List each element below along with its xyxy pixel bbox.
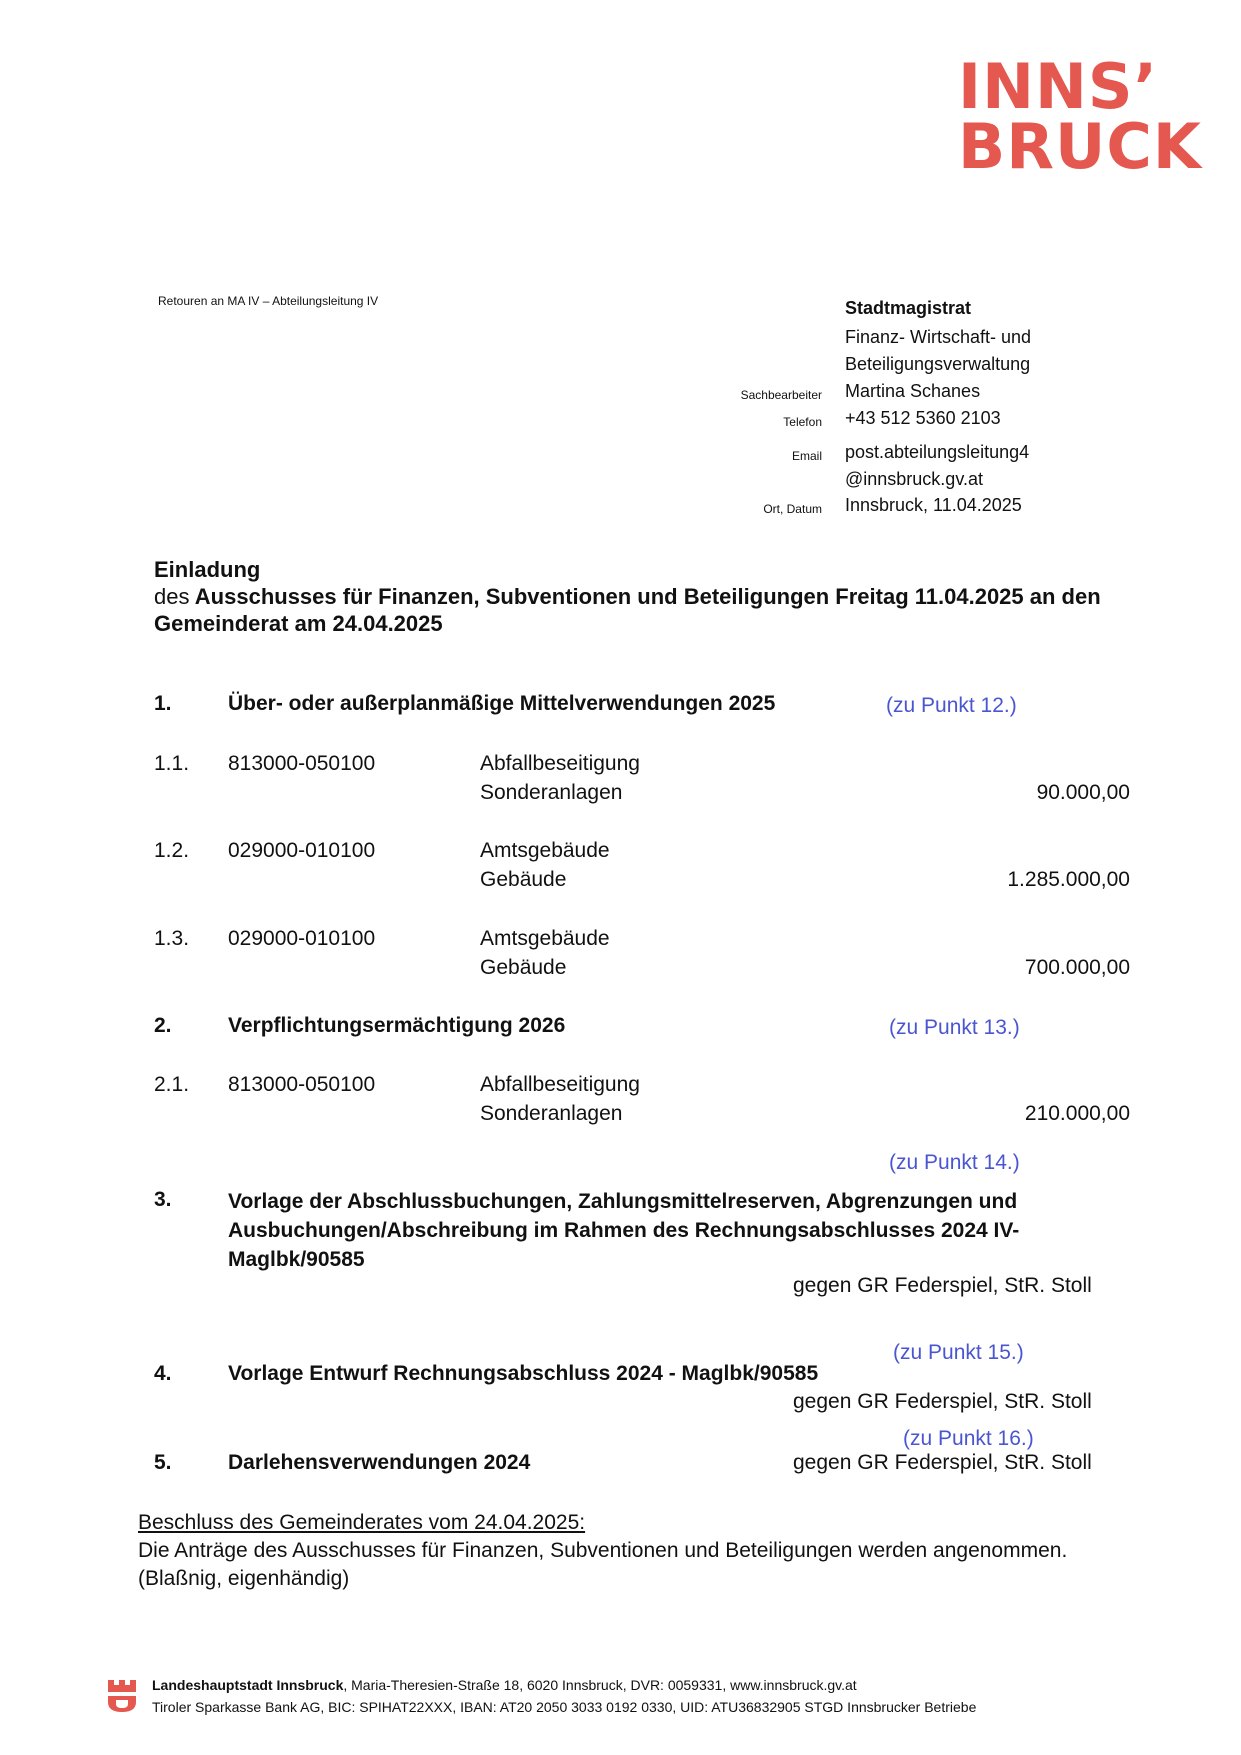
section-3-vote: gegen GR Federspiel, StR. Stoll	[793, 1274, 1092, 1297]
section-4-heading: Vorlage Entwurf Rechnungsabschluss 2024 - Maglbk/90585	[228, 1362, 819, 1385]
item-1-2-account: 029000-010100	[228, 839, 376, 862]
contact-dept-line-2: Beteiligungsverwaltung	[845, 354, 1031, 374]
item-1-2-number: 1.2.	[154, 839, 190, 862]
item-1-2-desc-2: Gebäude	[480, 868, 567, 891]
section-4-number: 4.	[154, 1362, 172, 1385]
item-2-1-amount: 210.000,00	[1024, 1102, 1130, 1125]
section-5-vote: gegen GR Federspiel, StR. Stoll	[793, 1451, 1092, 1474]
section-3-ref: (zu Punkt 14.)	[889, 1151, 1020, 1174]
return-address: Retouren an MA IV – Abteilungsleitung IV	[158, 294, 379, 308]
decision-signature: (Blaßnig, eigenhändig)	[138, 1567, 350, 1590]
sachbearbeiter-value: Martina Schanes	[845, 381, 981, 401]
section-2-ref: (zu Punkt 13.)	[889, 1016, 1020, 1039]
item-1-1-number: 1.1.	[154, 752, 190, 775]
decision-text: Die Anträge des Ausschusses für Finanzen, Subventionen und Beteiligungen werden angenommen.	[138, 1539, 1068, 1562]
section-4-ref: (zu Punkt 15.)	[893, 1341, 1024, 1364]
city-crest-icon	[106, 1678, 138, 1714]
item-1-1-desc-1: Abfallbeseitigung	[480, 752, 640, 775]
item-2-1-desc-2: Sonderanlagen	[480, 1102, 623, 1125]
item-2-1-number: 2.1.	[154, 1073, 190, 1096]
section-5-heading: Darlehensverwendungen 2024	[228, 1451, 531, 1474]
innsbruck-logo	[958, 50, 1202, 184]
email-label: Email	[791, 449, 822, 463]
item-1-2-amount: 1.285.000,00	[1007, 868, 1130, 891]
ort-label: Ort, Datum	[763, 502, 822, 516]
title-body: Ausschusses für Finanzen, Subventionen und Beteiligungen Freitag 11.04.2025 an den Gemeinderat am 24.04.2025	[154, 584, 1101, 636]
footer-org: Landeshauptstadt Innsbruck	[152, 1677, 344, 1693]
item-1-3-number: 1.3.	[154, 927, 190, 950]
item-2-1-desc-1: Abfallbeseitigung	[480, 1073, 640, 1096]
email-line-2: @innsbruck.gv.at	[845, 469, 983, 489]
item-1-1-desc-2: Sonderanlagen	[480, 781, 623, 804]
section-1-ref: (zu Punkt 12.)	[886, 694, 1017, 717]
document-title	[154, 556, 1134, 637]
sachbearbeiter-label: Sachbearbeiter	[740, 388, 822, 402]
footer-address: , Maria-Theresien-Straße 18, 6020 Innsbruck, DVR: 0059331, www.innsbruck.gv.at	[343, 1677, 857, 1693]
email-line-1: post.abteilungsleitung4	[845, 442, 1030, 462]
logo-line-1: INNS’	[958, 50, 1159, 123]
section-1-number: 1.	[154, 692, 172, 715]
item-1-2-desc-1: Amtsgebäude	[480, 839, 610, 862]
logo-line-2: BRUCK	[958, 110, 1202, 183]
decision-label: Beschluss des Gemeinderates vom 24.04.2025:	[138, 1511, 586, 1534]
item-1-3-desc-1: Amtsgebäude	[480, 927, 610, 950]
council-decision	[138, 1509, 1067, 1593]
title-des: des	[154, 584, 190, 609]
section-2-heading: Verpflichtungsermächtigung 2026	[228, 1014, 566, 1037]
contact-dept-line-1: Finanz- Wirtschaft- und	[845, 327, 1032, 347]
section-1-heading: Über- oder außerplanmäßige Mittelverwendungen 2025	[228, 692, 776, 715]
section-5-number: 5.	[154, 1451, 172, 1474]
telefon-label: Telefon	[783, 415, 822, 429]
section-5-ref: (zu Punkt 16.)	[903, 1427, 1034, 1450]
contact-org: Stadtmagistrat	[845, 298, 972, 318]
section-3-heading: Vorlage der Abschlussbuchungen, Zahlungsmittelreserven, Abgrenzungen und Ausbuchungen/Abschreibung im Rahmen des Rechnungsabschlusses 2024 IV-Maglbk/90585	[228, 1190, 1020, 1271]
telefon-value: +43 512 5360 2103	[845, 408, 1001, 428]
item-1-1-amount: 90.000,00	[1036, 781, 1130, 804]
item-1-3-amount: 700.000,00	[1024, 956, 1130, 979]
item-1-1-account: 813000-050100	[228, 752, 376, 775]
section-4-vote: gegen GR Federspiel, StR. Stoll	[793, 1390, 1092, 1413]
title-heading: Einladung	[154, 557, 261, 582]
item-2-1-account: 813000-050100	[228, 1073, 376, 1096]
ort-value: Innsbruck, 11.04.2025	[845, 495, 1022, 515]
item-1-3-desc-2: Gebäude	[480, 956, 567, 979]
footer-line-2: Tiroler Sparkasse Bank AG, BIC: SPIHAT22XXX, IBAN: AT20 2050 3033 0192 0330, UID: ATU36832905 STGD Innsbrucker Betriebe	[152, 1699, 977, 1715]
section-3-number: 3.	[154, 1188, 172, 1211]
footer-line-1	[152, 1677, 857, 1693]
item-1-3-account: 029000-010100	[228, 927, 376, 950]
section-2-number: 2.	[154, 1014, 172, 1037]
